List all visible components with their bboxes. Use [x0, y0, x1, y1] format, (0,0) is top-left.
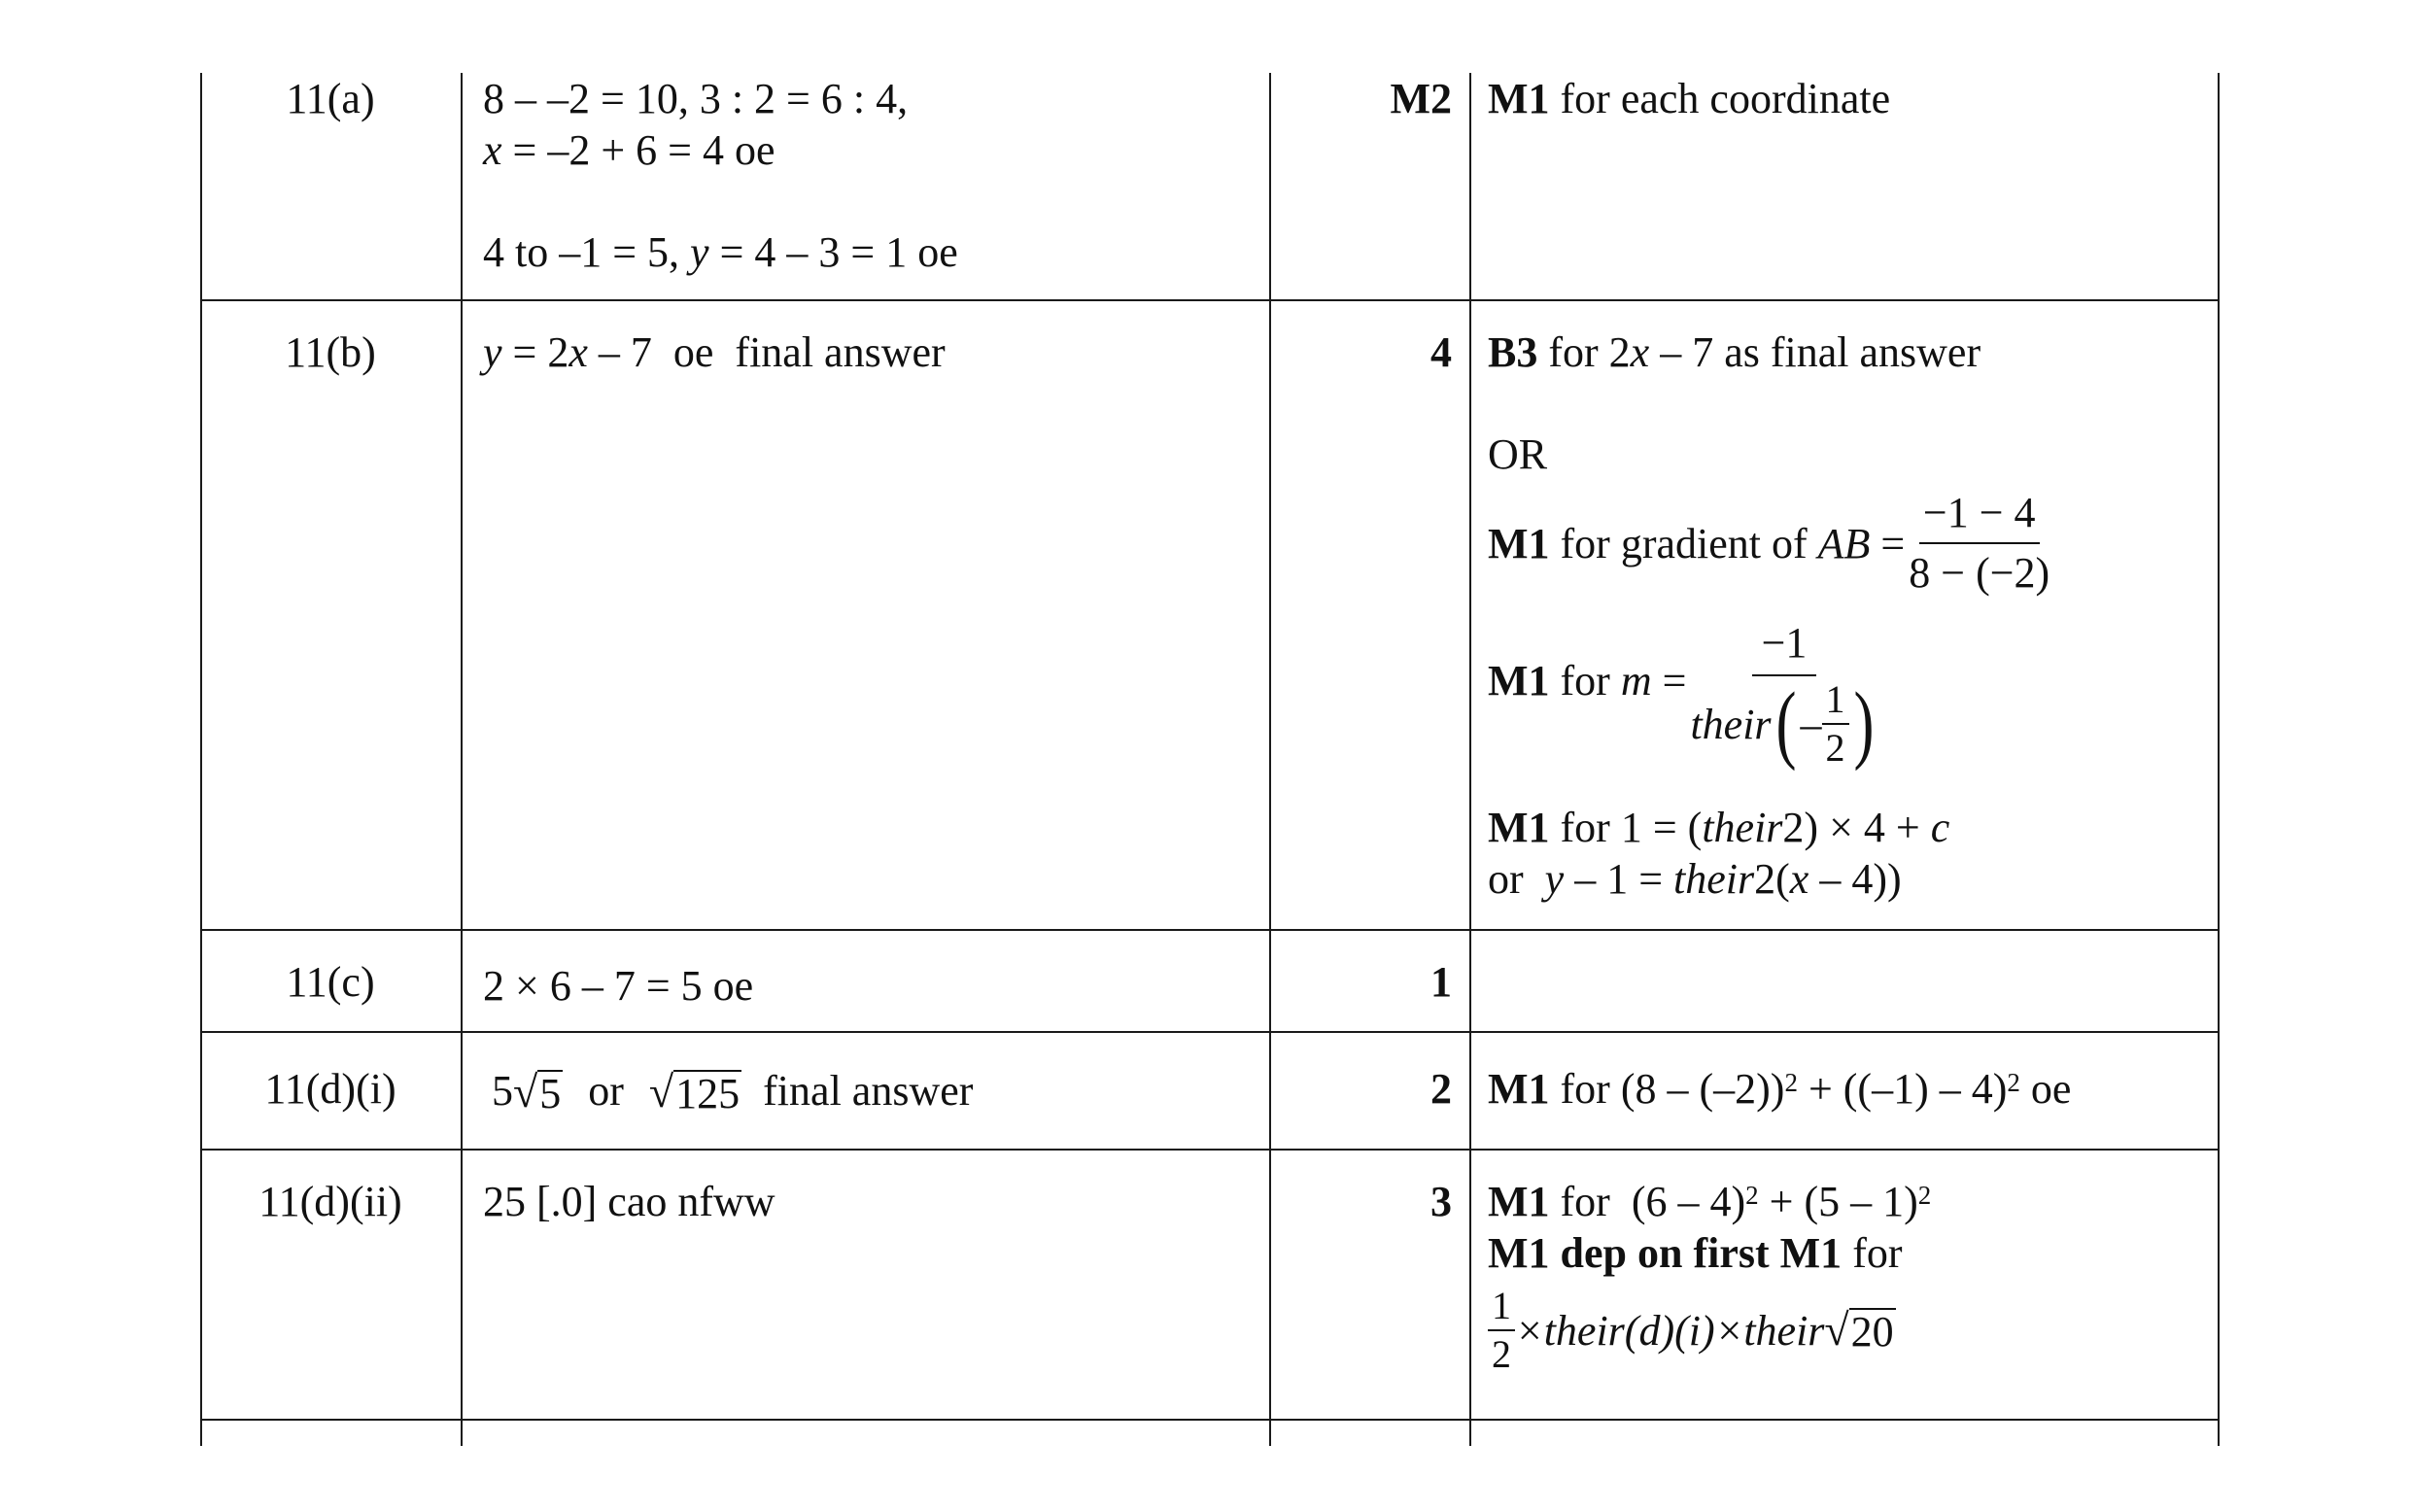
question-number: 11(a) [286, 75, 375, 122]
answer-line: 25 [.0] cao nfww [483, 1178, 775, 1225]
guidance-m1-line2: or y – 1 = their2(x – 4)) [1488, 855, 1902, 903]
answer-line: 5 √ 5 or √ 125 final answer [492, 1067, 974, 1117]
sqrt-20: √ 20 [1824, 1305, 1894, 1356]
row-divider [200, 299, 2218, 301]
sqrt-5: √ 5 [513, 1067, 562, 1117]
table-right-border [2218, 73, 2220, 1446]
answer-line: 8 – –2 = 10, 3 : 2 = 6 : 4, [483, 75, 909, 122]
marks-value: 1 [1430, 958, 1452, 1006]
answer-line: y = 2x – 7 oe final answer [483, 328, 946, 376]
row-divider [200, 1149, 2218, 1151]
guidance-m1-line1: M1 for 1 = (their2) × 4 + c [1488, 804, 1950, 851]
m-fraction: −1 their ( – $\frac{1}{2}$ ) [1686, 616, 1881, 770]
row-divider [200, 929, 2218, 931]
sqrt-125: √ 125 [648, 1067, 741, 1117]
row-divider [200, 1419, 2218, 1421]
answer-line: 2 × 6 – 7 = 5 oe [483, 962, 754, 1010]
table-left-border [200, 73, 202, 1446]
answer-line: 4 to –1 = 5, y = 4 – 3 = 1 oe [483, 228, 958, 276]
marks-value: 2 [1430, 1065, 1452, 1113]
answer-line: x = –2 + 6 = 4 oe [483, 126, 775, 174]
column-divider [1469, 73, 1471, 1446]
question-number: 11(b) [285, 328, 376, 376]
guidance-text: M1 for (8 – (–2))$^2$ + ((–1) – 4)$^2$ oe [1488, 1065, 2072, 1113]
question-number: 11(c) [286, 958, 375, 1006]
column-divider [1269, 73, 1271, 1446]
question-number: 11(d)(ii) [258, 1178, 402, 1225]
marks-value: M2 [1390, 75, 1452, 122]
column-divider [461, 73, 463, 1446]
question-number: 11(d)(i) [264, 1065, 396, 1113]
guidance-text: M1 for each coordinate [1488, 75, 1891, 122]
gradient-fraction: $\frac{-1 - 4}{8 - (-2)}$ [1905, 486, 2053, 601]
row-divider [200, 1031, 2218, 1033]
guidance-m1-dep: M1 dep on first M1 for [1488, 1229, 1903, 1277]
guidance-m1-gradient: M1 for gradient of AB = $\frac{-1 - 4}{8 - (-2)}$ [1488, 486, 2053, 601]
guidance-m1-m: M1 for m = −1 their ( – $\frac{1}{2}$ ) [1488, 616, 1882, 770]
guidance-expression: $\frac{1}{2}$ ×their(d)(i)×their √ 20 [1488, 1285, 1896, 1376]
guidance-m1: M1 for (6 – 4)$^2$ + (5 – 1)$^2$ [1488, 1178, 1932, 1225]
half-fraction: $\frac{1}{2}$ [1488, 1285, 1515, 1376]
marks-value: 3 [1430, 1178, 1452, 1225]
guidance-or: OR [1488, 430, 1548, 478]
marks-value: 4 [1430, 328, 1452, 376]
guidance-b3: B3 for 2x – 7 as final answer [1488, 328, 1981, 376]
